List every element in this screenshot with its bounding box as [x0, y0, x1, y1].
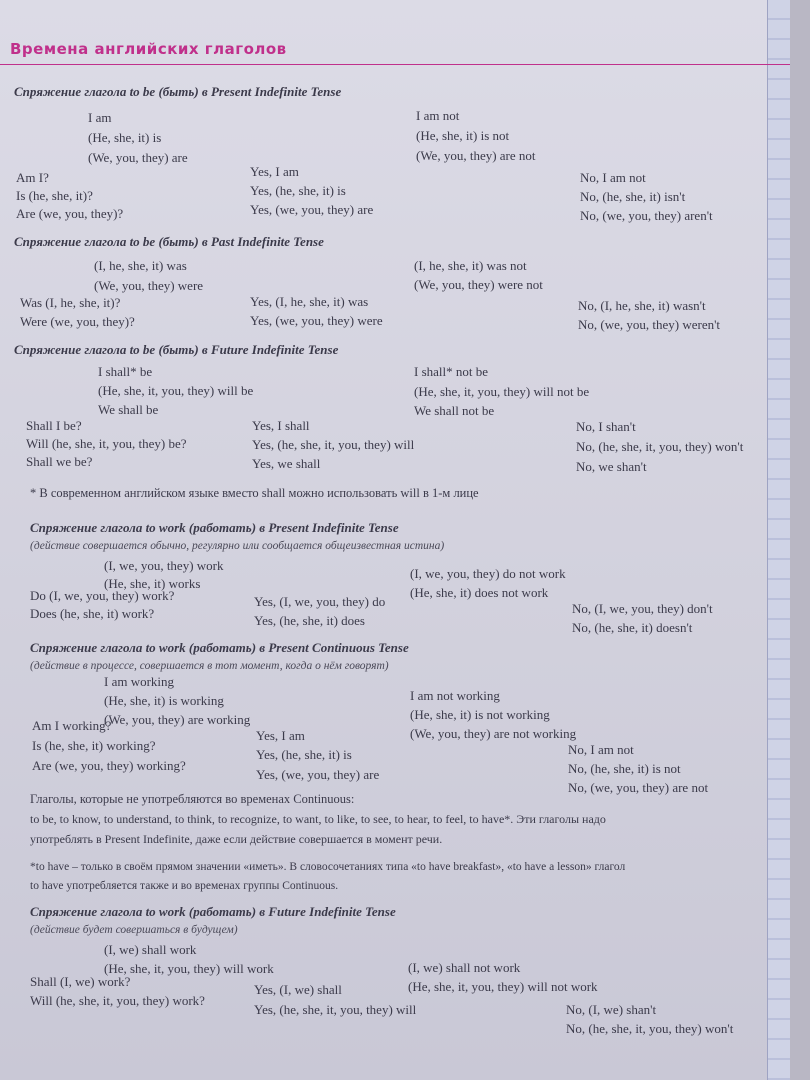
negative-line: (He, she, it) is not: [416, 128, 510, 143]
header-divider: [0, 64, 790, 65]
yes-answer: Yes, (I, he, she, it) was: [250, 294, 369, 309]
affirmative-line: (He, she, it) works: [104, 576, 201, 591]
no-answer: No, (he, she, it) isn't: [580, 189, 686, 204]
yes-answer: Yes, (we, you, they) are: [250, 202, 374, 217]
yes-answer: Yes, I am: [256, 728, 305, 743]
affirmative-line: (He, she, it) is: [88, 130, 162, 145]
affirmative-line: (I, we) shall work: [104, 942, 197, 957]
negative-line: (We, you, they) are not working: [410, 726, 577, 741]
yes-answer: Yes, I am: [250, 164, 299, 179]
question-line: Shall I be?: [26, 418, 82, 433]
continuous-note-line: to be, to know, to understand, to think, to recognize, to want, to like, to see, to hear, to feel, to have*. Эти глаголы надо: [30, 812, 606, 826]
no-answer: No, (he, she, it) doesn't: [572, 620, 693, 635]
no-answer: No, (he, she, it, you, they) won't: [566, 1021, 734, 1036]
question-line: Shall we be?: [26, 454, 93, 469]
negative-line: (He, she, it) does not work: [410, 585, 549, 600]
question-line: Do (I, we, you, they) work?: [30, 588, 175, 603]
yes-answer: Yes, I shall: [252, 418, 310, 433]
question-line: Is (he, she, it) working?: [32, 738, 156, 753]
question-line: Are (we, you, they) working?: [32, 758, 186, 773]
continuous-note-line: Глаголы, которые не употребляются во временах Continuous:: [30, 792, 355, 806]
no-answer: No, (we, you, they) are not: [568, 780, 709, 795]
affirmative-line: I am: [88, 110, 112, 125]
yes-answer: Yes, (I, we) shall: [254, 982, 342, 997]
have-note-line: *to have – только в своём прямом значении «иметь». В словосочетаниях типа «to have breakfast», «to have a lesson» глагол: [30, 861, 626, 873]
affirmative-line: (I, he, she, it) was: [94, 258, 187, 273]
no-answer: No, (we, you, they) weren't: [578, 317, 721, 332]
continuous-note-line: употреблять в Present Indefinite, даже если действие совершается в момент речи.: [30, 832, 443, 846]
negative-line: I shall* not be: [414, 364, 489, 379]
no-answer: No, I am not: [568, 742, 634, 757]
question-line: Will (he, she, it, you, they) work?: [30, 993, 205, 1008]
negative-line: (I, we) shall not work: [408, 960, 521, 975]
affirmative-line: I am working: [104, 674, 175, 689]
question-line: Am I?: [16, 170, 49, 185]
affirmative-line: (We, you, they) are: [88, 150, 188, 165]
no-answer: No, (I, we) shan't: [566, 1002, 657, 1017]
yes-answer: Yes, we shall: [252, 456, 321, 471]
no-answer: No, (I, we, you, they) don't: [572, 601, 713, 616]
yes-answer: Yes, (he, she, it) does: [254, 613, 365, 628]
affirmative-line: (I, we, you, they) work: [104, 558, 224, 573]
yes-answer: Yes, (he, she, it, you, they) will: [254, 1002, 417, 1017]
affirmative-line: (He, she, it) is working: [104, 693, 224, 708]
no-answer: No, I am not: [580, 170, 646, 185]
no-answer: No, I shan't: [576, 419, 636, 434]
section-title: Спряжение глагола to work (работать) в Present Continuous Tense: [30, 640, 409, 655]
section-title: Спряжение глагола to be (быть) в Future Indefinite Tense: [14, 342, 339, 357]
affirmative-line: I shall* be: [98, 364, 153, 379]
no-answer: No, (he, she, it) is not: [568, 761, 681, 776]
negative-line: (He, she, it) is not working: [410, 707, 550, 722]
yes-answer: Yes, (we, you, they) are: [256, 767, 380, 782]
page-header-title: Времена английских глаголов: [10, 40, 287, 58]
section-subtitle: (действие в процессе, совершается в тот момент, когда о нём говорят): [30, 660, 389, 672]
question-line: Am I working?: [32, 718, 112, 733]
section-title: Спряжение глагола to work (работать) в Future Indefinite Tense: [30, 904, 396, 919]
negative-line: (We, you, they) are not: [416, 148, 536, 163]
footnote: * В современном английском языке вместо shall можно использовать will в 1-м лице: [30, 486, 479, 500]
yes-answer: Yes, (I, we, you, they) do: [254, 594, 386, 609]
section-title: Спряжение глагола to be (быть) в Present Indefinite Tense: [14, 84, 342, 99]
negative-line: (I, he, she, it) was not: [414, 258, 527, 273]
section-subtitle: (действие совершается обычно, регулярно или сообщается общеизвестная истина): [30, 540, 445, 552]
question-line: Were (we, you, they)?: [20, 314, 135, 329]
negative-line: (He, she, it, you, they) will not be: [414, 384, 590, 399]
section-title: Спряжение глагола to work (работать) в Present Indefinite Tense: [30, 520, 399, 535]
negative-line: (He, she, it, you, they) will not work: [408, 979, 598, 994]
question-line: Are (we, you, they)?: [16, 206, 124, 221]
yes-answer: Yes, (we, you, they) were: [250, 313, 383, 328]
affirmative-line: (We, you, they) were: [94, 278, 204, 293]
yes-answer: Yes, (he, she, it) is: [256, 747, 352, 762]
no-answer: No, (he, she, it, you, they) won't: [576, 439, 744, 454]
question-line: Will (he, she, it, you, they) be?: [26, 436, 187, 451]
negative-line: I am not working: [410, 688, 500, 703]
no-answer: No, we shan't: [576, 459, 647, 474]
negative-line: (I, we, you, they) do not work: [410, 566, 566, 581]
negative-line: We shall not be: [414, 403, 495, 418]
negative-line: (We, you, they) were not: [414, 277, 543, 292]
affirmative-line: (We, you, they) are working: [104, 712, 251, 727]
section-title: Спряжение глагола to be (быть) в Past Indefinite Tense: [14, 234, 324, 249]
yes-answer: Yes, (he, she, it, you, they) will: [252, 437, 415, 452]
question-line: Does (he, she, it) work?: [30, 606, 155, 621]
have-note-line: to have употребляется также и во временах группы Continuous.: [30, 880, 339, 892]
question-line: Was (I, he, she, it)?: [20, 295, 121, 310]
affirmative-line: We shall be: [98, 402, 159, 417]
affirmative-line: (He, she, it, you, they) will be: [98, 383, 254, 398]
question-line: Is (he, she, it)?: [16, 188, 93, 203]
negative-line: I am not: [416, 108, 460, 123]
section-subtitle: (действие будет совершаться в будущем): [30, 924, 238, 936]
question-line: Shall (I, we) work?: [30, 974, 131, 989]
affirmative-line: (He, she, it, you, they) will work: [104, 961, 274, 976]
notebook-spine: [767, 0, 790, 1080]
no-answer: No, (we, you, they) aren't: [580, 208, 713, 223]
yes-answer: Yes, (he, she, it) is: [250, 183, 346, 198]
no-answer: No, (I, he, she, it) wasn't: [578, 298, 706, 313]
